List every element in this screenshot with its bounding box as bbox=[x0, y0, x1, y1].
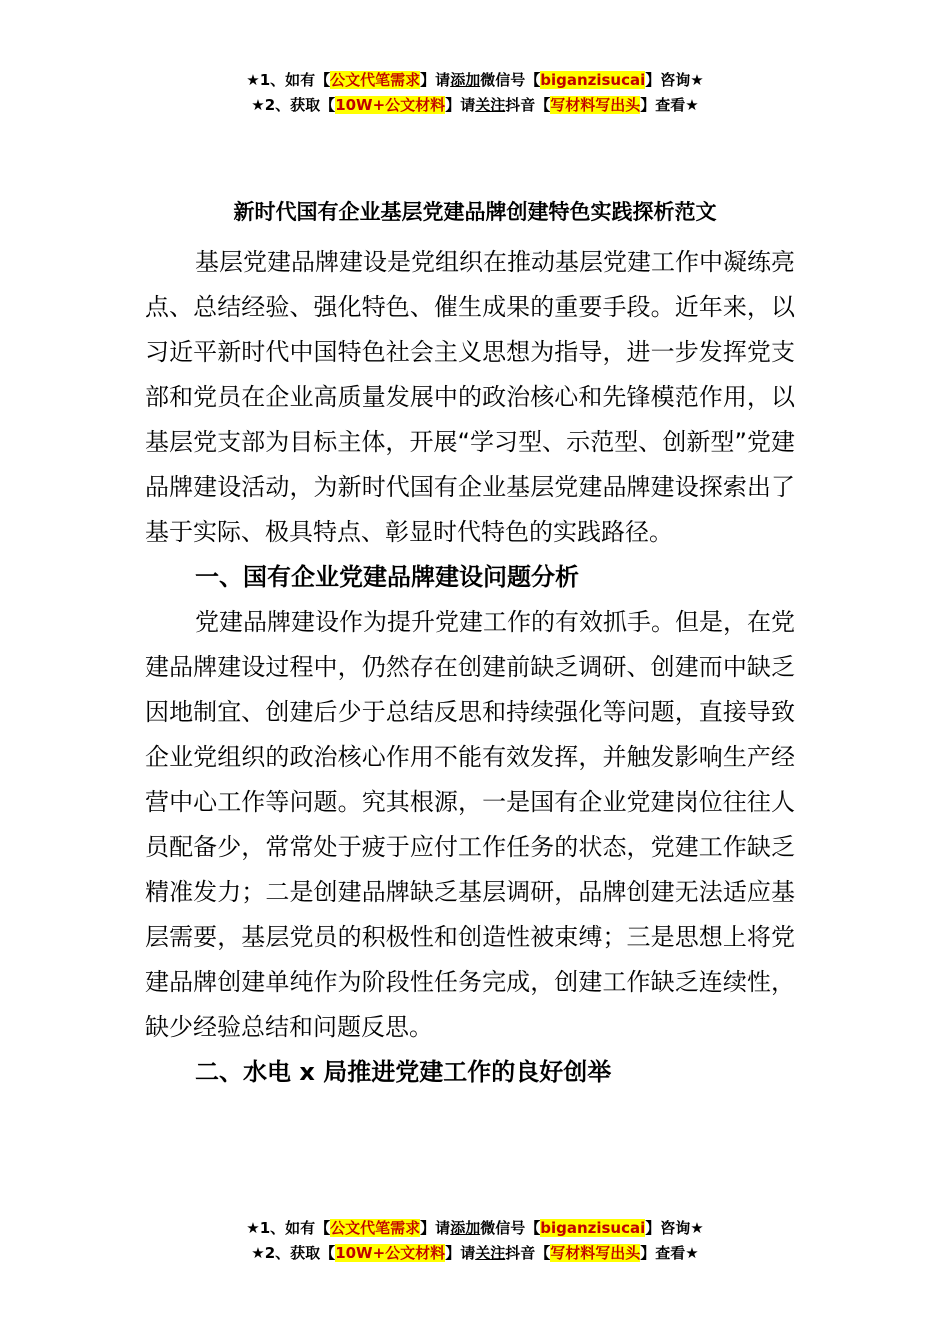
douyin-account-highlight: 写材料写出头 bbox=[550, 1244, 641, 1262]
section-heading-2: 二、水电 x 局推进党建工作的良好创举 bbox=[195, 1058, 612, 1086]
intro-paragraph: 基层党建品牌建设是党组织在推动基层党建工作中凝练亮点、总结经验、强化特色、催生成果的重要手段。近年来，以习近平新时代中国特色社会主义思想为指导，进一步发挥党支部和党员在企业高质量发展中的政治核心和先锋模范作用，以基层党支部为目标主体，开展“学习型、示范型、创新型”党建品牌建设活动，为新时代国有企业基层党建品牌建设探索出了基于实际、极具特点、彰显时代特色的实践路径。 bbox=[145, 248, 795, 546]
wechat-id-highlight: biganzisucai bbox=[540, 71, 646, 89]
materials-highlight: 10W+公文材料 bbox=[335, 96, 446, 114]
follow-underlined-text: 关注 bbox=[475, 1244, 506, 1262]
document-title: 新时代国有企业基层党建品牌创建特色实践探析范文 bbox=[233, 200, 717, 224]
section-heading-1: 一、国有企业党建品牌建设问题分析 bbox=[195, 563, 579, 591]
materials-highlight: 10W+公文材料 bbox=[335, 1244, 446, 1262]
footer-banner bbox=[0, 1216, 950, 1266]
follow-underlined-text: 关注 bbox=[475, 96, 506, 114]
analysis-paragraph: 党建品牌建设作为提升党建工作的有效抓手。但是，在党建品牌建设过程中，仍然存在创建前缺乏调研、创建而中缺乏因地制宜、创建后少于总结反思和持续强化等问题，直接导致企业党组织的政治核心作用不能有效发挥，并触发影响生产经营中心工作等问题。究其根源，一是国有企业党建岗位往往人员配备少，常常处于疲于应付工作任务的状态，党建工作缺乏精准发力；二是创建品牌缺乏基层调研，品牌创建无法适应基层需要，基层党员的积极性和创造性被束缚；三是思想上将党建品牌创建单纯作为阶段性任务完成，创建工作缺乏连续性，缺少经验总结和问题反思。 bbox=[145, 608, 795, 1041]
header-banner-line-2: ★2、获取【10W+公文材料】请关注抖音【写材料写出头】查看★ bbox=[251, 96, 699, 114]
wechat-id-highlight: biganzisucai bbox=[540, 1219, 646, 1237]
footer-banner-line-2: ★2、获取【10W+公文材料】请关注抖音【写材料写出头】查看★ bbox=[251, 1244, 699, 1262]
footer-banner-line-1: ★1、如有【公文代笔需求】请添加微信号【biganzisucai】咨询★ bbox=[246, 1219, 704, 1237]
add-underlined-text: 添加 bbox=[450, 71, 481, 89]
add-underlined-text: 添加 bbox=[450, 1219, 481, 1237]
douyin-account-highlight: 写材料写出头 bbox=[550, 96, 641, 114]
service-highlight: 公文代笔需求 bbox=[330, 1219, 421, 1237]
document-body bbox=[145, 240, 795, 1095]
header-banner-line-1: ★1、如有【公文代笔需求】请添加微信号【biganzisucai】咨询★ bbox=[246, 71, 704, 89]
service-highlight: 公文代笔需求 bbox=[330, 71, 421, 89]
header-banner bbox=[0, 68, 950, 118]
